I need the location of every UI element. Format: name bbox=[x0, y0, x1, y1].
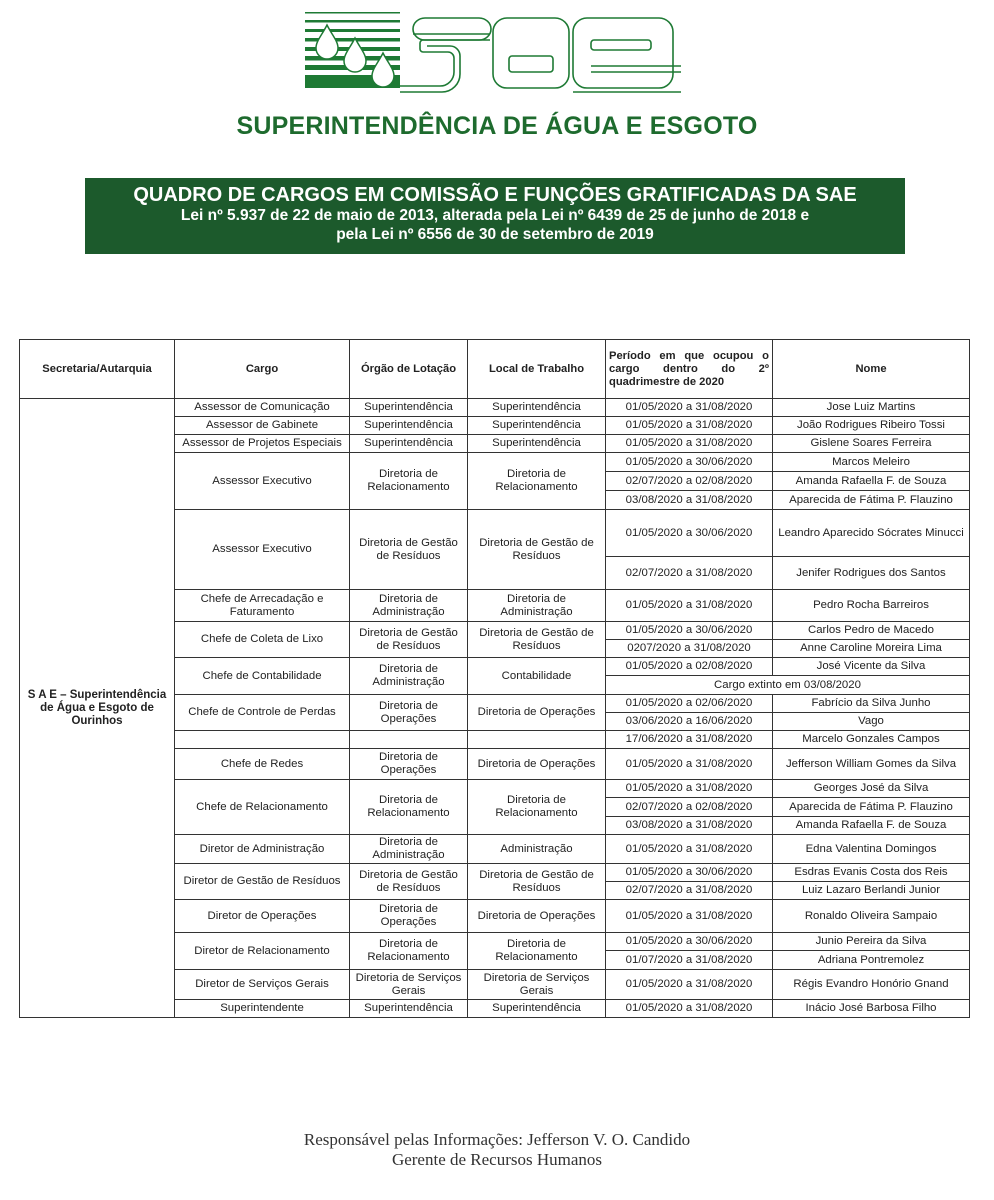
header-orgao: Órgão de Lotação bbox=[350, 340, 468, 399]
periodo-cell: 01/05/2020 a 31/08/2020 bbox=[606, 835, 773, 864]
local-cell: Contabilidade bbox=[468, 658, 606, 695]
local-cell: Diretoria de Relacionamento bbox=[468, 780, 606, 835]
cargo-cell: Assessor de Comunicação bbox=[175, 399, 350, 417]
local-cell: Diretoria de Administração bbox=[468, 590, 606, 622]
orgao-cell: Diretoria de Relacionamento bbox=[350, 933, 468, 970]
cargo-cell: Diretor de Administração bbox=[175, 835, 350, 864]
cargos-table bbox=[19, 339, 970, 1018]
periodo-cell: 01/05/2020 a 31/08/2020 bbox=[606, 970, 773, 1000]
orgao-cell: Diretoria de Administração bbox=[350, 835, 468, 864]
nome-cell: Jenifer Rodrigues dos Santos bbox=[773, 557, 970, 590]
periodo-cell: 01/05/2020 a 31/08/2020 bbox=[606, 780, 773, 798]
orgao-cell: Diretoria de Operações bbox=[350, 695, 468, 731]
orgao-cell: Superintendência bbox=[350, 435, 468, 453]
local-cell: Diretoria de Operações bbox=[468, 900, 606, 933]
periodo-cell: 01/05/2020 a 30/06/2020 bbox=[606, 864, 773, 882]
orgao-cell: Diretoria de Operações bbox=[350, 749, 468, 780]
nome-cell: Fabrício da Silva Junho bbox=[773, 695, 970, 713]
local-cell: Superintendência bbox=[468, 435, 606, 453]
cargo-cell: Assessor de Gabinete bbox=[175, 417, 350, 435]
cargo-cell: Chefe de Redes bbox=[175, 749, 350, 780]
org-name: SUPERINTENDÊNCIA DE ÁGUA E ESGOTO bbox=[236, 112, 758, 140]
nome-cell: Georges José da Silva bbox=[773, 780, 970, 798]
banner-title: QUADRO DE CARGOS EM COMISSÃO E FUNÇÕES GRATIFICADAS DA SAE bbox=[133, 184, 857, 206]
cargo-cell: Diretor de Operações bbox=[175, 900, 350, 933]
orgao-cell: Diretoria de Relacionamento bbox=[350, 780, 468, 835]
cargo-cell: Diretor de Gestão de Resíduos bbox=[175, 864, 350, 900]
cargo-cell: Superintendente bbox=[175, 1000, 350, 1018]
nome-cell: Amanda Rafaella F. de Souza bbox=[773, 472, 970, 491]
orgao-cell: Diretoria de Administração bbox=[350, 590, 468, 622]
title-banner bbox=[85, 178, 905, 254]
cargo-cell: Assessor Executivo bbox=[175, 510, 350, 590]
cargo-cell: Chefe de Contabilidade bbox=[175, 658, 350, 695]
nome-cell: Jefferson William Gomes da Silva bbox=[773, 749, 970, 780]
header-local: Local de Trabalho bbox=[468, 340, 606, 399]
table-body bbox=[20, 399, 970, 1018]
cargo-cell: Chefe de Controle de Perdas bbox=[175, 695, 350, 731]
orgao-cell: Superintendência bbox=[350, 399, 468, 417]
banner-law-line-2: pela Lei nº 6556 de 30 de setembro de 2019 bbox=[336, 226, 654, 243]
cargo-cell: Assessor Executivo bbox=[175, 453, 350, 510]
nome-cell: Gislene Soares Ferreira bbox=[773, 435, 970, 453]
local-cell: Diretoria de Gestão de Resíduos bbox=[468, 510, 606, 590]
nome-cell: Marcelo Gonzales Campos bbox=[773, 731, 970, 749]
local-cell: Superintendência bbox=[468, 417, 606, 435]
periodo-cell: 0207/2020 a 31/08/2020 bbox=[606, 640, 773, 658]
orgao-cell: Diretoria de Serviços Gerais bbox=[350, 970, 468, 1000]
header-cargo: Cargo bbox=[175, 340, 350, 399]
nome-cell: Pedro Rocha Barreiros bbox=[773, 590, 970, 622]
periodo-cell: 01/05/2020 a 31/08/2020 bbox=[606, 749, 773, 780]
local-cell: Diretoria de Serviços Gerais bbox=[468, 970, 606, 1000]
periodo-cell: 02/07/2020 a 31/08/2020 bbox=[606, 882, 773, 900]
footer bbox=[0, 1130, 994, 1170]
nome-cell: Aparecida de Fátima P. Flauzino bbox=[773, 798, 970, 817]
cargo-cell: Chefe de Coleta de Lixo bbox=[175, 622, 350, 658]
periodo-cell: 03/08/2020 a 31/08/2020 bbox=[606, 491, 773, 510]
periodo-cell: 01/05/2020 a 30/06/2020 bbox=[606, 933, 773, 951]
nome-cell: José Vicente da Silva bbox=[773, 658, 970, 676]
nome-cell: João Rodrigues Ribeiro Tossi bbox=[773, 417, 970, 435]
nome-cell: Vago bbox=[773, 713, 970, 731]
local-cell: Superintendência bbox=[468, 399, 606, 417]
local-cell: Diretoria de Relacionamento bbox=[468, 933, 606, 970]
nome-cell: Junio Pereira da Silva bbox=[773, 933, 970, 951]
periodo-cell: 02/07/2020 a 02/08/2020 bbox=[606, 798, 773, 817]
local-cell: Diretoria de Operações bbox=[468, 749, 606, 780]
orgao-cell bbox=[350, 731, 468, 749]
periodo-cell: 01/05/2020 a 02/06/2020 bbox=[606, 695, 773, 713]
cargo-cell: Diretor de Serviços Gerais bbox=[175, 970, 350, 1000]
table-row bbox=[20, 399, 970, 417]
nome-cell: Esdras Evanis Costa dos Reis bbox=[773, 864, 970, 882]
periodo-cell: 02/07/2020 a 31/08/2020 bbox=[606, 557, 773, 590]
cargo-cell: Assessor de Projetos Especiais bbox=[175, 435, 350, 453]
nome-cell: Luiz Lazaro Berlandi Junior bbox=[773, 882, 970, 900]
cargo-cell: Diretor de Relacionamento bbox=[175, 933, 350, 970]
nome-cell: Adriana Pontremolez bbox=[773, 951, 970, 970]
secretaria-cell: S A E – Superintendência de Água e Esgoto de Ourinhos bbox=[20, 399, 175, 1018]
header-secretaria: Secretaria/Autarquia bbox=[20, 340, 175, 399]
nome-cell: Edna Valentina Domingos bbox=[773, 835, 970, 864]
nome-cell: Marcos Meleiro bbox=[773, 453, 970, 472]
local-cell: Diretoria de Gestão de Resíduos bbox=[468, 622, 606, 658]
orgao-cell: Diretoria de Gestão de Resíduos bbox=[350, 510, 468, 590]
nome-cell: Régis Evandro Honório Gnand bbox=[773, 970, 970, 1000]
orgao-cell: Diretoria de Operações bbox=[350, 900, 468, 933]
periodo-cell: 01/05/2020 a 31/08/2020 bbox=[606, 900, 773, 933]
periodo-cell: 02/07/2020 a 02/08/2020 bbox=[606, 472, 773, 491]
nome-cell: Ronaldo Oliveira Sampaio bbox=[773, 900, 970, 933]
cargo-cell: Chefe de Arrecadação e Faturamento bbox=[175, 590, 350, 622]
periodo-cell: 17/06/2020 a 31/08/2020 bbox=[606, 731, 773, 749]
header-periodo: Período em que ocupou o cargo dentro do 2º quadrimestre de 2020 bbox=[606, 340, 773, 399]
periodo-cell: 01/05/2020 a 02/08/2020 bbox=[606, 658, 773, 676]
orgao-cell: Diretoria de Gestão de Resíduos bbox=[350, 864, 468, 900]
periodo-cell: 01/05/2020 a 31/08/2020 bbox=[606, 435, 773, 453]
sae-logo bbox=[305, 8, 685, 96]
header-nome: Nome bbox=[773, 340, 970, 399]
local-cell: Diretoria de Operações bbox=[468, 695, 606, 731]
nome-cell: Leandro Aparecido Sócrates Minucci bbox=[773, 510, 970, 557]
banner-law-line-1: Lei nº 5.937 de 22 de maio de 2013, alterada pela Lei nº 6439 de 25 de junho de 2018 e bbox=[180, 207, 810, 224]
local-cell: Superintendência bbox=[468, 1000, 606, 1018]
orgao-cell: Diretoria de Administração bbox=[350, 658, 468, 695]
nome-cell: Carlos Pedro de Macedo bbox=[773, 622, 970, 640]
periodo-cell: 01/05/2020 a 31/08/2020 bbox=[606, 1000, 773, 1018]
local-cell: Diretoria de Gestão de Resíduos bbox=[468, 864, 606, 900]
table-header-row bbox=[20, 340, 970, 399]
note-cell: Cargo extinto em 03/08/2020 bbox=[606, 676, 970, 695]
orgao-cell: Diretoria de Relacionamento bbox=[350, 453, 468, 510]
cargo-cell: Chefe de Relacionamento bbox=[175, 780, 350, 835]
periodo-cell: 01/05/2020 a 31/08/2020 bbox=[606, 417, 773, 435]
periodo-cell: 01/05/2020 a 30/06/2020 bbox=[606, 510, 773, 557]
nome-cell: Aparecida de Fátima P. Flauzino bbox=[773, 491, 970, 510]
periodo-cell: 01/05/2020 a 31/08/2020 bbox=[606, 399, 773, 417]
local-cell: Diretoria de Relacionamento bbox=[468, 453, 606, 510]
periodo-cell: 03/06/2020 a 16/06/2020 bbox=[606, 713, 773, 731]
footer-cargo: Gerente de Recursos Humanos bbox=[391, 1150, 603, 1169]
periodo-cell: 01/05/2020 a 31/08/2020 bbox=[606, 590, 773, 622]
orgao-cell: Diretoria de Gestão de Resíduos bbox=[350, 622, 468, 658]
nome-cell: Jose Luiz Martins bbox=[773, 399, 970, 417]
orgao-cell: Superintendência bbox=[350, 1000, 468, 1018]
orgao-cell: Superintendência bbox=[350, 417, 468, 435]
local-cell bbox=[468, 731, 606, 749]
periodo-cell: 01/05/2020 a 30/06/2020 bbox=[606, 622, 773, 640]
cargo-cell bbox=[175, 731, 350, 749]
periodo-cell: 03/08/2020 a 31/08/2020 bbox=[606, 817, 773, 835]
periodo-cell: 01/07/2020 a 31/08/2020 bbox=[606, 951, 773, 970]
nome-cell: Inácio José Barbosa Filho bbox=[773, 1000, 970, 1018]
local-cell: Administração bbox=[468, 835, 606, 864]
nome-cell: Amanda Rafaella F. de Souza bbox=[773, 817, 970, 835]
periodo-cell: 01/05/2020 a 30/06/2020 bbox=[606, 453, 773, 472]
nome-cell: Anne Caroline Moreira Lima bbox=[773, 640, 970, 658]
footer-responsavel: Responsável pelas Informações: Jefferson V. O. Candido bbox=[303, 1130, 691, 1149]
